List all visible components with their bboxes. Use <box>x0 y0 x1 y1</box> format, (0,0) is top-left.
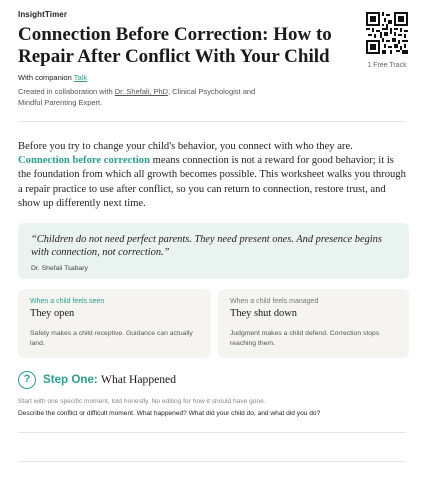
brand-logo: InsightTimer <box>18 10 68 19</box>
intro-paragraph <box>18 140 406 211</box>
quote-author: Dr. Shefali Tsabary <box>31 265 88 272</box>
step-title: What Happened <box>101 373 177 386</box>
step-heading <box>43 373 176 386</box>
companion-line <box>18 73 87 82</box>
card-kicker: When a child feels seen <box>30 298 105 305</box>
quote-callout <box>18 223 409 279</box>
question-icon: ? <box>18 371 36 389</box>
card-heading: They shut down <box>230 308 297 319</box>
step-prompt: Describe the conflict or difficult moment. What happened? What did your child do, and what did you do? <box>18 410 321 417</box>
free-track-label: 1 Free Track <box>367 62 407 69</box>
card-child-managed <box>218 289 409 358</box>
header-divider <box>18 121 406 122</box>
card-child-seen <box>18 289 211 358</box>
card-body: Judgment makes a child defend. Correction stops reaching them. <box>230 330 380 347</box>
quote-text: “Children do not need perfect parents. They need present ones. And presence begins with connection, not correction.” <box>31 234 382 258</box>
step-label: Step One: <box>43 373 98 386</box>
intro-highlight: Connection before correction <box>18 155 150 167</box>
card-heading: They open <box>30 308 75 319</box>
page-title: Connection Before Correction: How to Repair After Conflict With Your Child <box>18 24 332 67</box>
collab-suffix: , Clinical Psychologist and Mindful Parenting Expert. <box>18 87 256 107</box>
collaboration-credit <box>18 87 278 108</box>
step-subtitle: Start with one specific moment, told honestly. No editing for how it should have gone. <box>18 398 266 405</box>
intro-text-end: means connection is not a reward for good behavior; it is the foundation from which all growth becomes possible. This worksheet walks you through a repair practice to use after conflict, so you can return to connection, restore trust, and show up differently next time. <box>18 155 406 209</box>
collab-name-link[interactable]: Dr. Shefali, PhD <box>114 87 169 96</box>
card-kicker: When a child feels managed <box>230 298 319 305</box>
companion-link[interactable]: Talk <box>73 73 88 82</box>
qr-code[interactable] <box>366 12 408 54</box>
answer-line-2[interactable] <box>18 461 406 462</box>
intro-text-start: Before you try to change your child's behavior, you connect with who they are. <box>18 141 353 152</box>
card-body: Safety makes a child receptive. Guidance can actually land. <box>30 330 193 347</box>
collab-prefix: Created in collaboration with <box>18 87 113 96</box>
answer-line-1[interactable] <box>18 432 406 433</box>
companion-label: With companion <box>18 73 72 82</box>
